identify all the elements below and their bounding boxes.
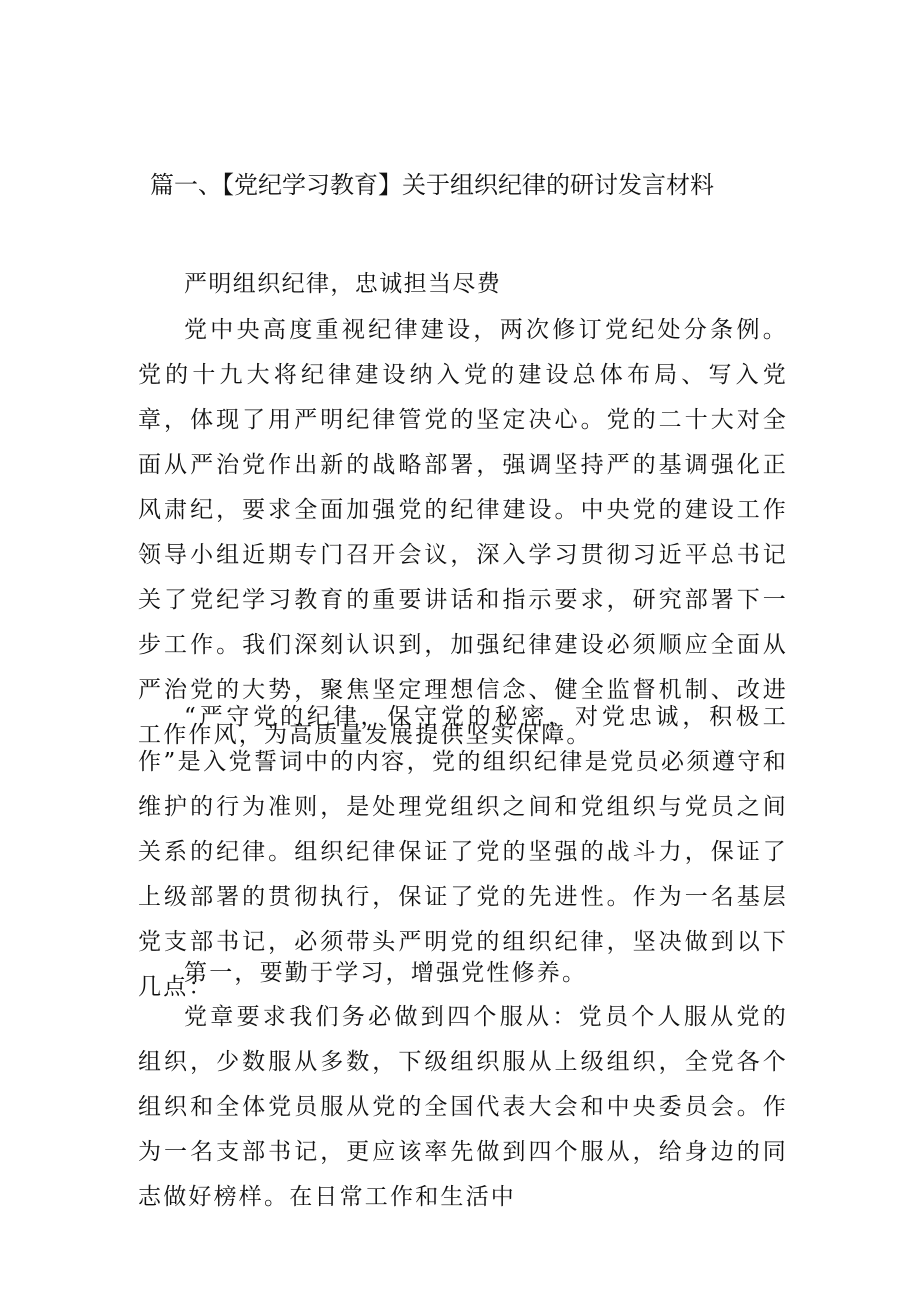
document-subtitle: 严明组织纪律，忠诚担当尽费 (184, 271, 502, 297)
paragraph: 党章要求我们务必做到四个服从：党员个人服从党的组织，少数服从多数，下级组织服从上级组织，全党各个组织和全体党员服从党的全国代表大会和中央委员会。作为一名支部书记，更应该率先做到四个服从，给身边的同志做好榜样。在日常工作和生活中 (138, 1004, 788, 1210)
paragraph-block (138, 995, 788, 1220)
paragraph-block (138, 308, 788, 758)
paragraph: 党中央高度重视纪律建设，两次修订党纪处分条例。党的十九大将纪律建设纳入党的建设总体布局、写入党章，体现了用严明纪律管党的坚定决心。党的二十大对全面从严治党作出新的战略部署，强调坚持严的基调强化正风肃纪，要求全面加强党的纪律建设。中央党的建设工作领导小组近期专门召开会议，深入学习贯彻习近平总书记关了党纪学习教育的重要讲话和指示要求，研究部署下一步工作。我们深刻认识到，加强纪律建设必须顺应全面从严治党的大势，聚焦坚定理想信念、健全监督机制、改进工作作风，为高质量发展提供坚实保障。 (138, 317, 788, 748)
document-title: 篇一、【党纪学习教育】关于组织纪律的研讨发言材料 (150, 171, 714, 199)
section-heading-block (138, 951, 788, 996)
paragraph: “严守党的纪律，保守党的秘密，对党忠诚，积极工作”是入党誓词中的内容，党的组织纪律是党员必须遵守和维护的行为准则，是处理党组织之间和党组织与党员之间关系的纪律。组织纪律保证了党的坚强的战斗力，保证了上级部署的贯彻执行，保证了党的先进性。作为一名基层党支部书记，必须带头严明党的组织纪律，坚决做到以下几点： (138, 704, 788, 1000)
section-heading: 第一，要勤于学习，增强党性修养。 (184, 960, 588, 986)
